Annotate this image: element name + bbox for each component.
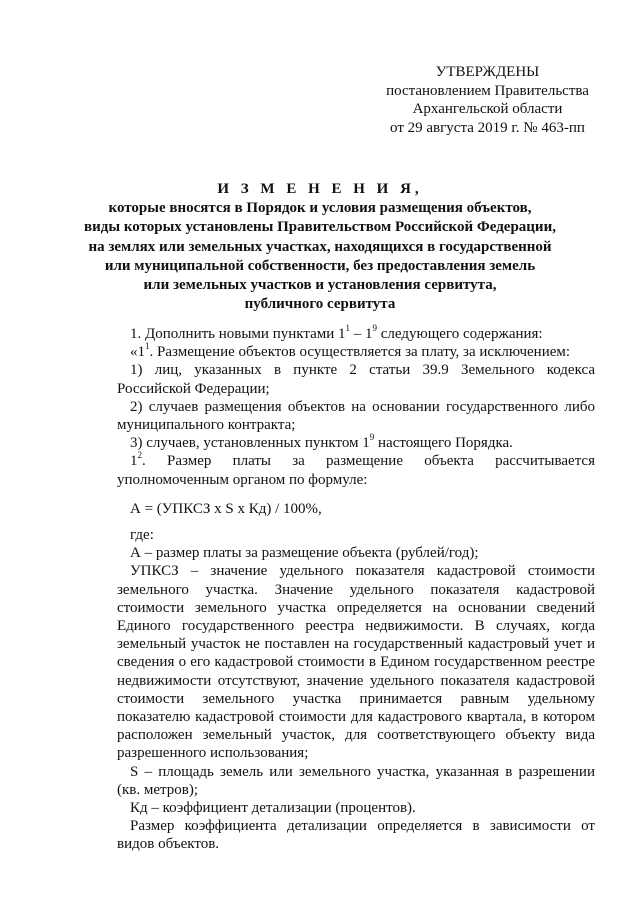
text-fragment: «1	[130, 344, 145, 361]
paragraph-1-1	[117, 343, 595, 361]
definition-s: S – площадь земель или земельного участка, указанная в разрешении (кв. метров);	[117, 763, 595, 798]
document-body	[117, 325, 595, 854]
definition-kd: Кд – коэффициент детализации (процентов).	[130, 800, 416, 817]
definition-upksz: УПКСЗ – значение удельного показателя кадастровой стоимости земельного участка. Значение удельного показателя кадастровой стоимости земельного участка определяется на основании сведений Единого государственного реестра недвижимости. В случаях, когда земельный участок не поставлен на государственный кадастровый учет и сведения о его кадастровой стоимости в Едином государственном реестре недвижимости отсутствуют, значение удельного показателя кадастровой стоимости земельного участка принимается равным удельному показателю кадастровой стоимости для кадастрового квартала, в котором расположен земельный участок, для соответствующего объекту вида разрешенного использования;	[117, 563, 595, 762]
list-item-3	[117, 434, 595, 452]
text-fragment: – 1	[350, 326, 373, 342]
superscript: 9	[369, 432, 375, 443]
approval-stamp	[380, 63, 595, 137]
heading-line: на землях или земельных участках, находящихся в государственной	[88, 238, 552, 255]
text-fragment: настоящего Порядка.	[374, 435, 513, 452]
superscript: 1	[145, 341, 150, 352]
document-heading	[70, 180, 570, 314]
definition-a: А – размер платы за размещение объекта (рублей/год);	[130, 545, 479, 562]
paragraph-1	[117, 325, 595, 343]
approval-title: УТВЕРЖДЕНЫ	[435, 64, 540, 80]
paragraph-1-2	[117, 452, 595, 488]
closing-paragraph: Размер коэффициента детализации определяется в зависимости от видов объектов.	[117, 818, 595, 853]
approval-region: Архангельской области	[412, 101, 563, 117]
heading-line: публичного сервитута	[244, 296, 396, 313]
text-fragment: 3) случаев, установленных пунктом 1	[130, 435, 370, 452]
heading-line: виды которых установлены Правительством Российской Федерации,	[84, 219, 556, 236]
text-fragment: 1. Дополнить новыми пунктами 1	[130, 326, 346, 342]
heading-line: которые вносятся в Порядок и условия размещения объектов,	[108, 200, 532, 217]
heading-line: или земельных участков и установления сервитута,	[143, 277, 497, 294]
superscript: 2	[137, 450, 142, 461]
heading-line: или муниципальной собственности, без предоставления земель	[104, 257, 536, 274]
approval-date-number: от 29 августа 2019 г. № 463-пп	[390, 119, 585, 136]
formula: А = (УПКСЗ х S х Кд) / 100%,	[130, 500, 322, 517]
list-item-1: 1) лиц, указанных в пункте 2 статьи 39.9 Земельного кодекса Российской Федерации;	[117, 362, 595, 397]
list-item-2: 2) случаев размещения объектов на основании государственного либо муниципального контракта;	[117, 398, 595, 434]
superscript: 1	[345, 323, 351, 333]
where-label: где:	[130, 527, 154, 544]
text-fragment: . Размер платы за размещение объекта рассчитывается уполномоченным органом по формуле:	[117, 453, 595, 488]
heading-title: И З М Е Н Е Н И Я,	[217, 181, 423, 197]
text-fragment: . Размещение объектов осуществляется за плату, за исключением:	[149, 344, 571, 361]
approval-authority: постановлением Правительства	[386, 82, 589, 99]
text-fragment: следующего содержания:	[377, 326, 543, 342]
superscript: 9	[372, 323, 378, 333]
text-fragment: 1	[130, 453, 138, 470]
